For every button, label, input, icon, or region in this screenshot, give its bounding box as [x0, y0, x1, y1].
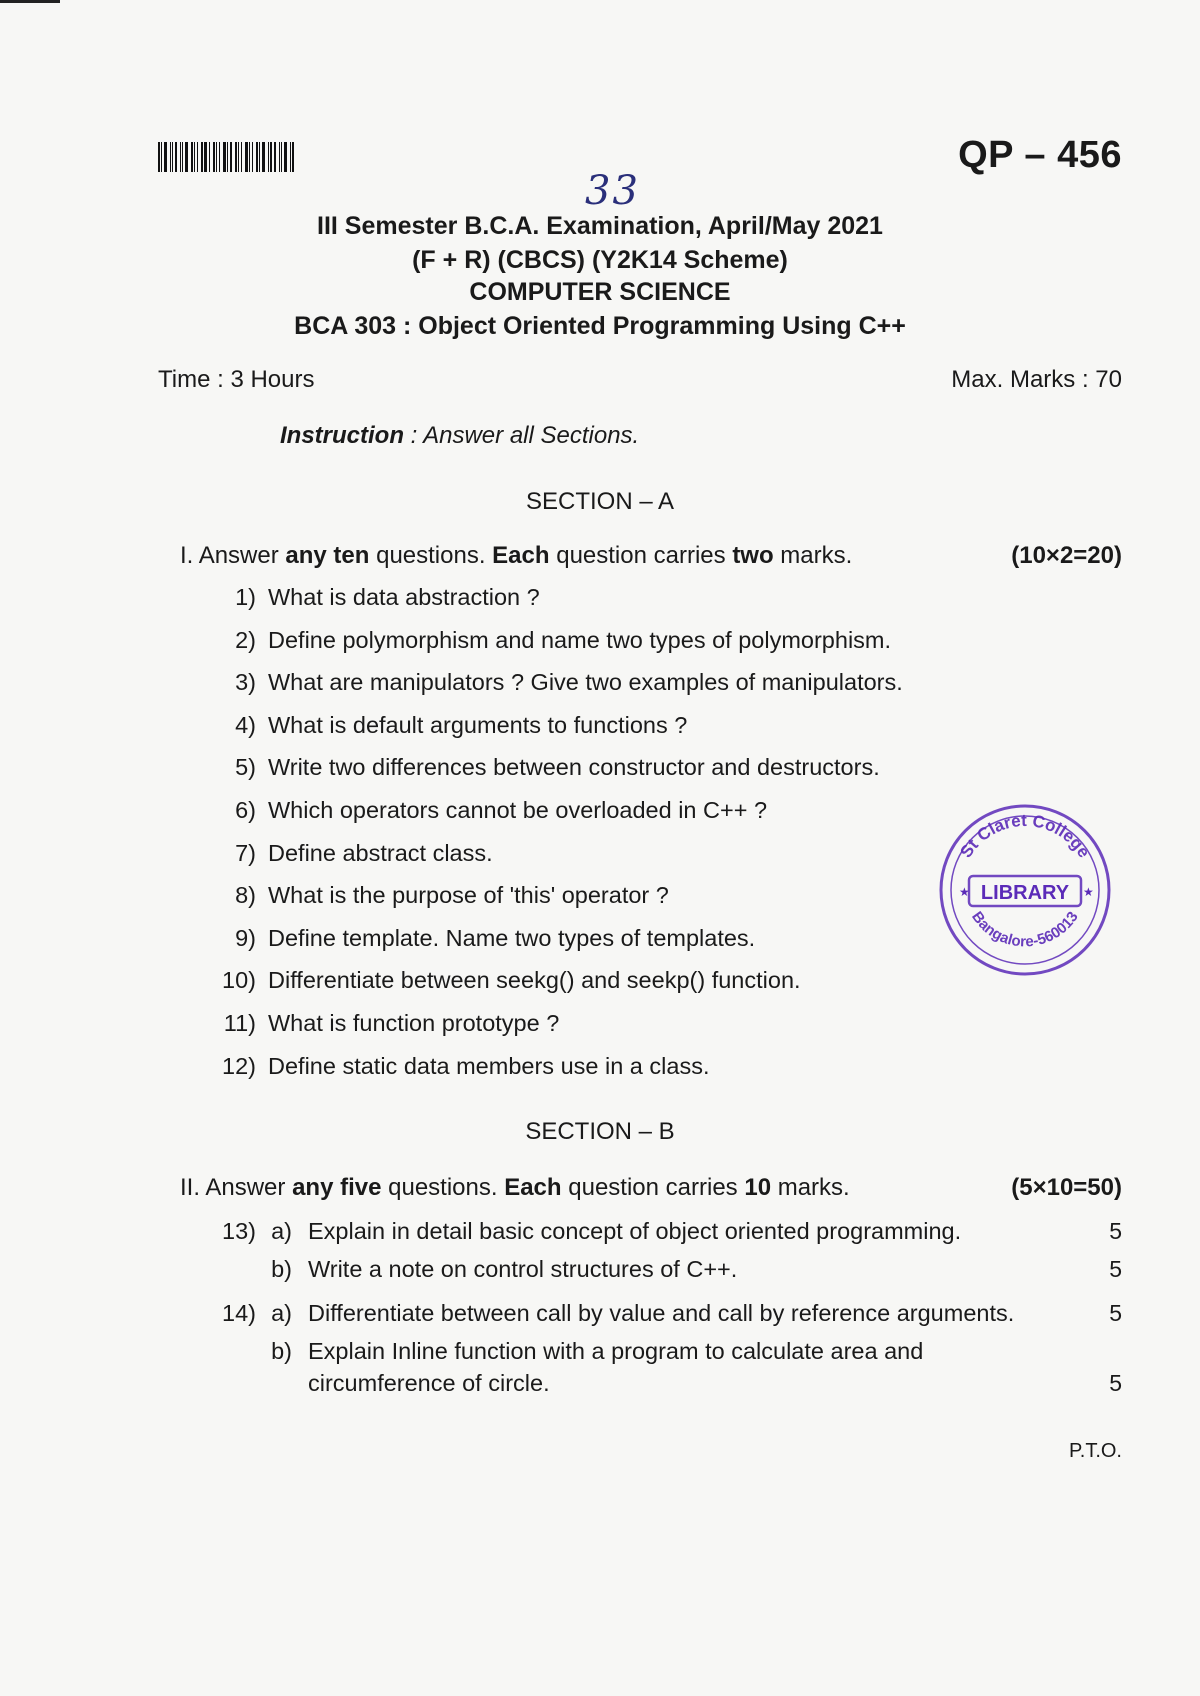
barcode-bar [172, 142, 173, 172]
question-number: 7) [235, 839, 256, 866]
instruction-label: Instruction [280, 422, 404, 449]
barcode-bar [281, 142, 282, 172]
exam-time: Time : 3 Hours [158, 366, 315, 393]
barcode-bar [256, 142, 258, 172]
question-number: 3) [235, 669, 256, 696]
barcode-bar [279, 142, 280, 172]
barcode-bar [290, 142, 291, 172]
intro-bold: Each [504, 1174, 562, 1201]
question-text: Which operators cannot be overloaded in C++ ? [268, 797, 768, 823]
barcode-bar [164, 142, 167, 172]
paper-title: BCA 303 : Object Oriented Programming Using C++ [294, 312, 906, 340]
question-number: 2) [235, 626, 256, 653]
stamp-center-text: LIBRARY [980, 882, 1070, 904]
question-number: 11) [223, 1010, 256, 1036]
intro-text: Answer [198, 542, 286, 569]
part-marks: 5 [1109, 1370, 1122, 1396]
section-b-instruction [180, 1174, 850, 1202]
barcode-bar [230, 142, 232, 172]
barcode-bar [158, 142, 160, 172]
intro-bold: 10 [744, 1174, 772, 1201]
intro-text: question carries [549, 542, 733, 569]
barcode-bar [197, 142, 198, 172]
barcode-bar [249, 142, 250, 172]
stamp-star-icon: ★ [959, 885, 970, 899]
question-text: What is data abstraction ? [268, 584, 540, 610]
exam-scheme: (F + R) (CBCS) (Y2K14 Scheme) [412, 246, 788, 274]
stamp-star-icon: ★ [1083, 885, 1094, 899]
page-turn-over: P.T.O. [1069, 1440, 1122, 1462]
barcode-bar [194, 142, 195, 172]
barcode-bar [292, 142, 294, 172]
part-text: Differentiate between call by value and call by reference arguments. [308, 1300, 1015, 1326]
part-label: a) [271, 1218, 292, 1244]
question-number: 9) [235, 924, 256, 951]
instruction-text: : Answer all Sections. [410, 422, 640, 449]
barcode-bar [216, 142, 217, 172]
barcode-bar [241, 142, 242, 172]
question-text: Define template. Name two types of templates. [268, 924, 756, 951]
stamp-top-text: St Claret College [956, 810, 1094, 862]
section-a-marks: (10×2=20) [1011, 542, 1122, 569]
intro-bold: two [732, 542, 774, 569]
barcode-bar [223, 142, 226, 172]
library-stamp [935, 800, 1115, 980]
question-text: Define polymorphism and name two types of polymorphism. [268, 626, 892, 653]
intro-text: questions. [369, 542, 493, 569]
question-number: 12) [222, 1052, 256, 1079]
barcode-bar [245, 142, 248, 172]
qp-code: QP – 456 [958, 134, 1122, 176]
svg-text:St Claret College [956, 811, 1093, 861]
intro-text: questions. [381, 1174, 505, 1201]
part-text: Write a note on control structures of C++. [308, 1256, 738, 1282]
question-text: Write two differences between constructor and destructors. [268, 754, 880, 781]
section-a-instruction [180, 542, 852, 570]
section-b-marks: (5×10=50) [1011, 1174, 1122, 1201]
svg-text:Bangalore-560013 [968, 908, 1082, 950]
part-text: Explain Inline function with a program to calculate area and [308, 1338, 924, 1364]
max-marks: Max. Marks : 70 [951, 366, 1122, 393]
question-text: Differentiate between seekg() and seekp() function. [268, 967, 801, 994]
barcode-bar [161, 142, 162, 172]
barcode-bar [170, 142, 171, 172]
barcode [158, 142, 318, 172]
barcode-bar [213, 142, 215, 172]
question-number: 4) [235, 711, 256, 738]
barcode-bar [252, 142, 253, 172]
barcode-bar [284, 142, 287, 172]
intro-text: Answer [205, 1174, 293, 1201]
part-label: b) [271, 1338, 292, 1364]
question-text: What are manipulators ? Give two examples of manipulators. [268, 669, 903, 696]
barcode-bar [201, 142, 203, 172]
barcode-bar [274, 142, 276, 172]
question-text: Define static data members use in a class. [268, 1052, 710, 1079]
intro-text: marks. [771, 1174, 850, 1201]
part-marks: 5 [1109, 1300, 1122, 1326]
question-number: 13) [222, 1218, 256, 1244]
question-text: What is the purpose of 'this' operator ? [268, 882, 669, 909]
barcode-bar [175, 142, 177, 172]
intro-text: marks. [773, 542, 853, 569]
question-text: Define abstract class. [268, 839, 493, 866]
barcode-bar [191, 142, 193, 172]
subject-title: COMPUTER SCIENCE [469, 278, 731, 306]
barcode-bar [270, 142, 272, 172]
part-marks: 5 [1109, 1256, 1122, 1282]
part-marks: 5 [1109, 1218, 1122, 1244]
section-a-roman: I. [180, 542, 194, 569]
question-text: What is default arguments to functions ? [268, 711, 688, 738]
part-text: Explain in detail basic concept of object oriented programming. [308, 1218, 962, 1244]
intro-bold: Each [492, 542, 550, 569]
section-b-roman: II. [180, 1174, 201, 1201]
question-text: What is function prototype ? [268, 1010, 560, 1036]
barcode-bar [259, 142, 260, 172]
barcode-bar [185, 142, 188, 172]
barcode-bar [180, 142, 181, 172]
part-label: b) [271, 1256, 292, 1282]
intro-bold: any ten [285, 542, 370, 569]
scan-edge-mark [0, 0, 60, 3]
barcode-bar [227, 142, 228, 172]
barcode-bar [209, 142, 210, 172]
handwritten-number: 33 [585, 168, 640, 214]
question-number: 8) [235, 882, 256, 909]
barcode-bar [238, 142, 239, 172]
question-number: 5) [235, 754, 256, 781]
barcode-bar [268, 142, 269, 172]
section-a-title: SECTION – A [525, 488, 675, 515]
section-b-title: SECTION – B [525, 1118, 675, 1145]
intro-bold: any five [292, 1174, 382, 1201]
question-number: 10) [222, 967, 256, 994]
barcode-bar [219, 142, 220, 172]
intro-text: question carries [561, 1174, 745, 1201]
instruction [280, 422, 639, 450]
stamp-bottom-text: Bangalore-560013 [968, 908, 1082, 951]
barcode-bar [262, 142, 265, 172]
question-number: 6) [235, 797, 256, 823]
part-label: a) [271, 1300, 292, 1326]
question-number: 14) [222, 1300, 256, 1326]
question-number: 1) [235, 584, 256, 610]
barcode-bar [182, 142, 183, 172]
barcode-bar [235, 142, 237, 172]
part-text-continued: circumference of circle. [308, 1370, 550, 1396]
barcode-bar [204, 142, 207, 172]
exam-title: III Semester B.C.A. Examination, April/May 2021 [317, 212, 883, 240]
